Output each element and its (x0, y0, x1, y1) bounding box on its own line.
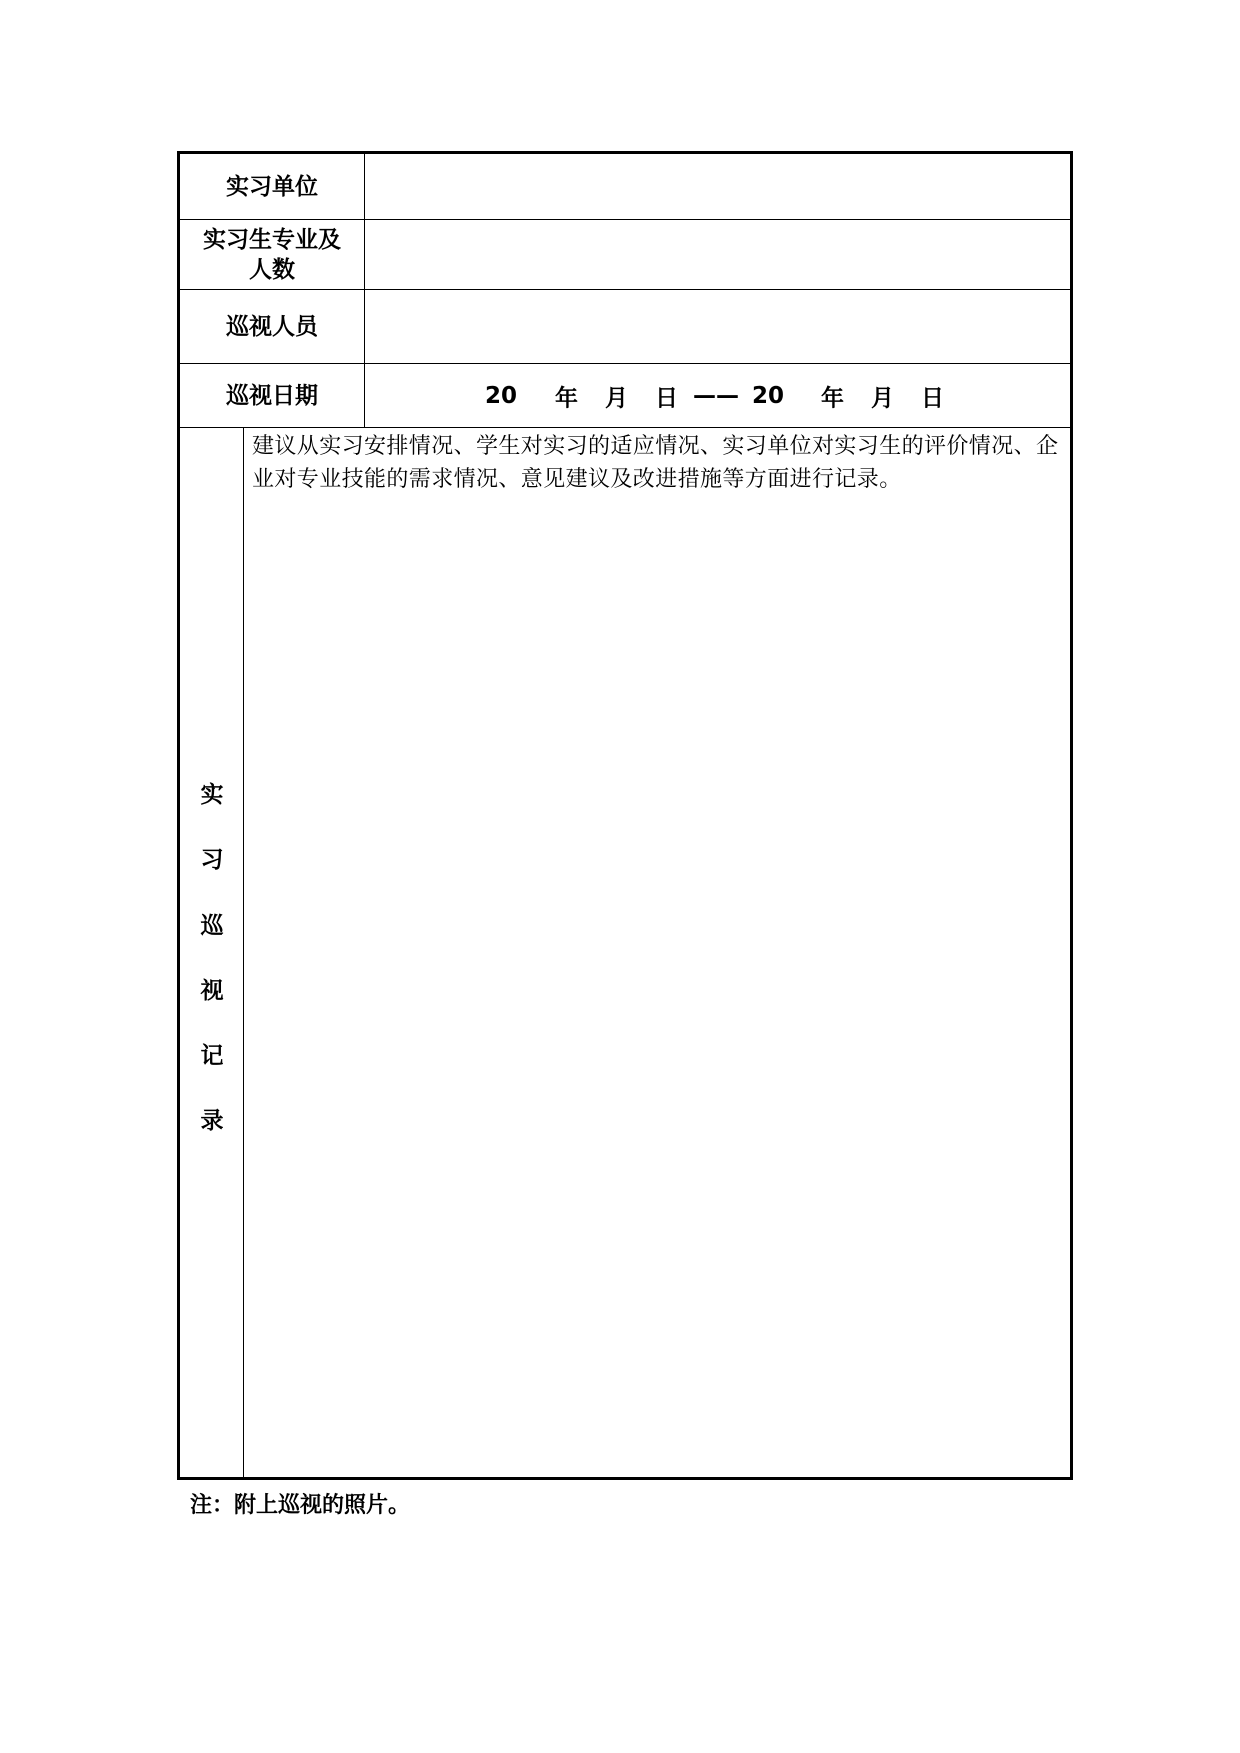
record-label-char: 视 (200, 978, 224, 1004)
row-inspector (180, 290, 1070, 364)
row-internship-unit (180, 154, 1070, 220)
inspection-date-label: 巡视日期 (180, 364, 365, 427)
record-label-char: 实 (200, 782, 224, 808)
inspector-field[interactable] (365, 290, 1070, 363)
internship-unit-label: 实习单位 (180, 154, 365, 219)
date-start-month: 月 (605, 385, 628, 411)
inspection-date-field[interactable] (365, 364, 1070, 427)
date-start-year: 年 (555, 385, 578, 411)
inspection-record-section (180, 428, 1070, 1477)
major-and-count-field[interactable] (365, 220, 1070, 289)
record-label-char: 习 (200, 847, 224, 873)
record-label-char: 录 (200, 1108, 224, 1134)
inspection-form-table (177, 151, 1073, 1480)
inspector-label: 巡视人员 (180, 290, 365, 363)
major-label-line2: 人数 (249, 256, 295, 283)
date-end-month: 月 (871, 385, 894, 411)
inspection-record-instruction[interactable]: 建议从实习安排情况、学生对实习的适应情况、实习单位对实习生的评价情况、企业对专业技能的需求情况、意见建议及改进措施等方面进行记录。 (252, 434, 1059, 492)
date-end-year: 年 (821, 385, 844, 411)
photo-attachment-note: 注：附上巡视的照片。 (190, 1493, 411, 1518)
row-major-and-count (180, 220, 1070, 290)
date-start-day: 日 (655, 385, 678, 411)
record-label-char: 巡 (200, 913, 224, 939)
major-and-count-label (180, 220, 365, 289)
date-end-day: 日 (921, 385, 944, 411)
date-end-century: 20 (752, 382, 785, 409)
major-label-line1: 实习生专业及 (203, 226, 341, 253)
date-range-dash: —— (693, 382, 739, 409)
inspection-record-label (180, 428, 244, 1477)
internship-unit-field[interactable] (365, 154, 1070, 219)
row-inspection-date (180, 364, 1070, 428)
record-label-char: 记 (200, 1043, 224, 1069)
date-start-century: 20 (485, 382, 518, 409)
